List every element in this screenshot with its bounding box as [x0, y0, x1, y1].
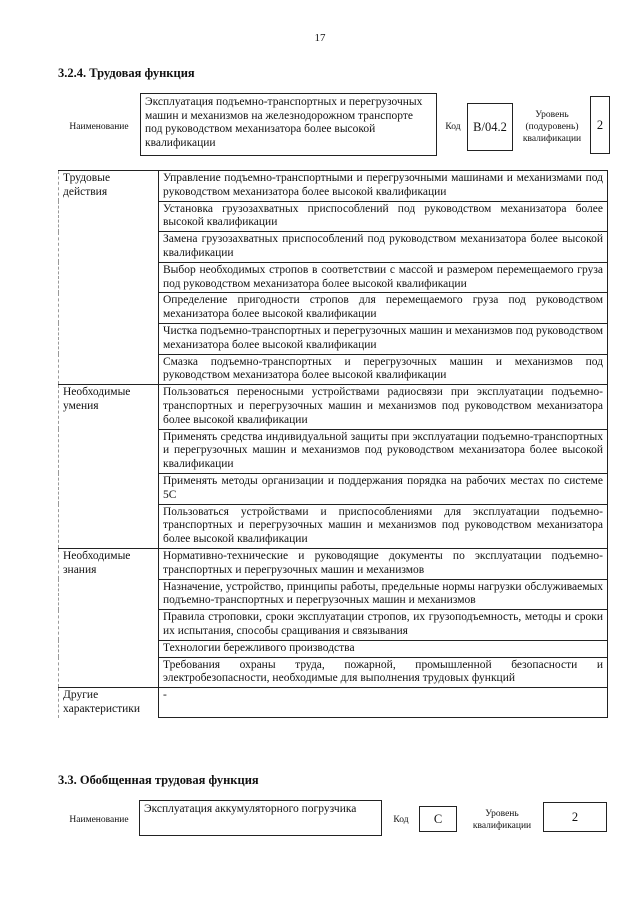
- table-cell: Чистка подъемно-транспортных и перегрузочных машин и механизмов под руководством механизатора более высокой квалификации: [159, 323, 608, 354]
- section-324-level-value: 2: [590, 96, 610, 154]
- page-number: 17: [314, 32, 326, 44]
- table-cell: Применять средства индивидуальной защиты при эксплуатации подъемно-транспортных и перегрузочных машин и механизмов под руководством механизатора более высокой квалификации: [159, 429, 608, 473]
- table-cell: Замена грузозахватных приспособлений под руководством механизатора более высокой квалификации: [159, 232, 608, 263]
- section-324-level-label: Уровень (подуровень) квалификации: [522, 110, 582, 144]
- table-cell: Установка грузозахватных приспособлений под руководством механизатора более высокой квалификации: [159, 201, 608, 232]
- labor-function-table: [58, 170, 608, 718]
- table-cell: Пользоваться переносными устройствами радиосвязи при эксплуатации подъемно-транспортных и перегрузочных машин и механизмов под руководством механизатора более высокой квалификации: [159, 385, 608, 429]
- table-row: [59, 171, 608, 202]
- table-cell: Нормативно-технические и руководящие документы по эксплуатации подъемно-транспортных и перегрузочных машин и механизмов: [159, 548, 608, 579]
- table-cell: -: [159, 688, 608, 718]
- section-324-name-value: Эксплуатация подъемно-транспортных и перегрузочных машин и механизмов на железнодорожном транспорте под руководством механизатора более высокой квалификации: [140, 93, 437, 156]
- table-cell: Применять методы организации и поддержания порядка на рабочих местах по системе 5С: [159, 473, 608, 504]
- section-33-code-value: C: [419, 806, 457, 832]
- section-324-name-label: Наименование: [69, 122, 129, 132]
- section-324-code-label: Код: [445, 122, 461, 132]
- group-label: Необходимые знания: [59, 548, 159, 687]
- table-cell: Определение пригодности стропов для перемещаемого груза под руководством механизатора более высокой квалификации: [159, 293, 608, 324]
- section-324-title: 3.2.4. Трудовая функция: [58, 66, 195, 80]
- table-cell: Выбор необходимых стропов в соответствии с массой и размером перемещаемого груза под руководством механизатора более высокой квалификации: [159, 262, 608, 293]
- table-cell: Управление подъемно-транспортными и перегрузочными машинами и механизмами под руководством механизатора более высокой квалификации: [159, 171, 608, 202]
- section-33-name-label: Наименование: [69, 815, 129, 825]
- section-33-code-label: Код: [393, 815, 409, 825]
- table-cell: Назначение, устройство, принципы работы, предельные нормы нагрузки обслуживаемых подъемно-транспортных и перегрузочных машин и механизмов: [159, 579, 608, 610]
- table-cell: Пользоваться устройствами и приспособлениями для эксплуатации подъемно-транспортных и перегрузочных машин и механизмов под руководством механизатора более высокой квалификации: [159, 504, 608, 548]
- section-324-code-value: B/04.2: [467, 103, 513, 151]
- table-row: [59, 548, 608, 579]
- section-33-level-value: 2: [543, 802, 607, 832]
- section-33-level-label: Уровень квалификации: [472, 809, 532, 831]
- table-cell: Смазка подъемно-транспортных и перегрузочных машин и механизмов под руководством механизатора более высокой квалификации: [159, 354, 608, 385]
- table-cell: Технологии бережливого производства: [159, 640, 608, 657]
- table-row: [59, 385, 608, 429]
- group-label: Трудовые действия: [59, 171, 159, 385]
- table-row: [59, 688, 608, 718]
- group-label: Другие характеристики: [59, 688, 159, 718]
- group-label: Необходимые умения: [59, 385, 159, 549]
- section-33-name-value: Эксплуатация аккумуляторного погрузчика: [139, 800, 382, 836]
- section-33-title: 3.3. Обобщенная трудовая функция: [58, 773, 259, 787]
- table-cell: Правила строповки, сроки эксплуатации стропов, их грузоподъемность, методы и сроки их испытания, способы сращивания и связывания: [159, 610, 608, 641]
- table-cell: Требования охраны труда, пожарной, промышленной безопасности и электробезопасности, необходимые для выполнения трудовых функций: [159, 657, 608, 688]
